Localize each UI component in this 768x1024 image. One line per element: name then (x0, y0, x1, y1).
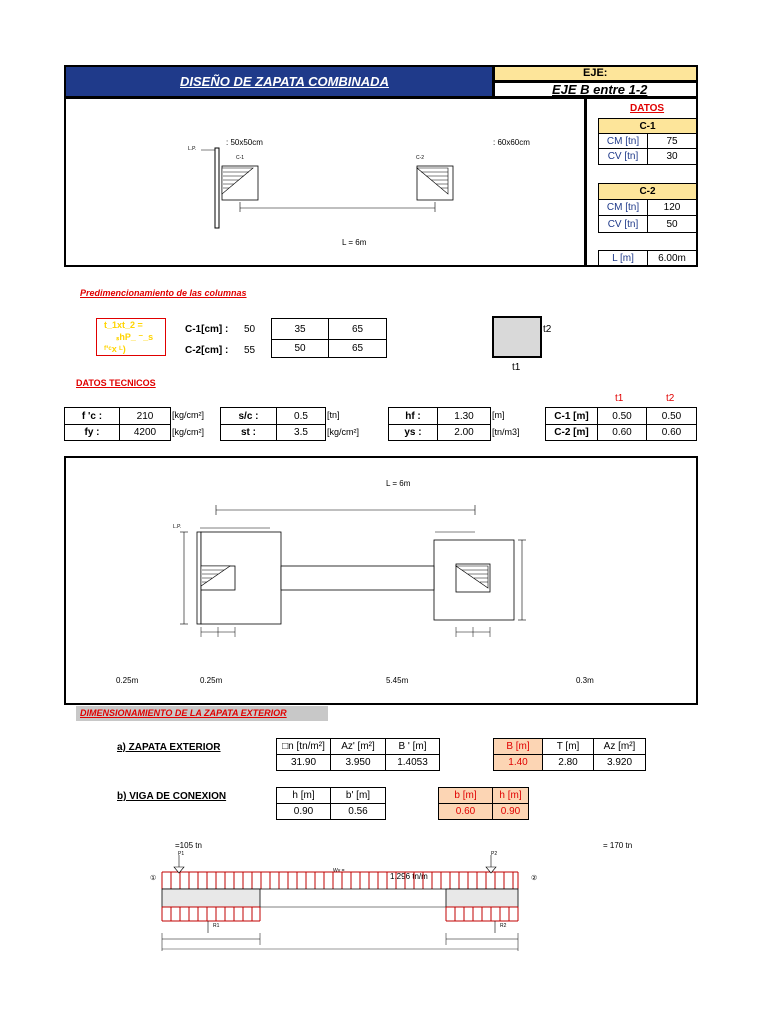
hf-value[interactable]: 1.30 (437, 407, 491, 425)
zapata-rh2: T [m] (542, 738, 594, 755)
dim-2: 0.25m (200, 676, 223, 685)
dim-1: 0.25m (116, 676, 139, 685)
predim-c1-a: 50 (244, 324, 256, 335)
st-unit: [kg/cm²] (327, 427, 360, 437)
fc-value[interactable]: 210 (119, 407, 171, 425)
ys-value[interactable]: 2.00 (437, 424, 491, 441)
sc-value[interactable]: 0.5 (276, 407, 326, 425)
c2-t2-value[interactable]: 0.60 (646, 424, 697, 441)
predim-c2-label: C-2[cm] : (185, 345, 229, 356)
dim-3: 5.45m (386, 676, 409, 685)
formula-line-3: ᶠ'ᶜx ᴸ) (104, 344, 126, 354)
t2-label: t2 (543, 324, 552, 335)
sc-label: s/c : (220, 407, 277, 425)
zapata-rv3: 3.920 (593, 754, 646, 771)
c1-t2-value[interactable]: 0.50 (646, 407, 697, 425)
zapata-h1: □n [tn/m²] (276, 738, 331, 755)
c1-label-1: C-1 (236, 155, 245, 161)
p2-load-text: = 170 tn (603, 841, 633, 850)
dim-4: 0.3m (576, 676, 594, 685)
dim-title: DIMENSIONAMIENTO DE LA ZAPATA EXTERIOR (80, 708, 287, 718)
viga-h2: b' [m] (330, 787, 386, 804)
viga-rv1: 0.60 (438, 803, 493, 820)
zapata-h3: B ' [m] (385, 738, 440, 755)
predim-c2-a: 55 (244, 345, 256, 356)
datos-c1-cv-value[interactable]: 30 (647, 148, 697, 165)
c1-t1-value[interactable]: 0.50 (597, 407, 647, 425)
predim-c2-b[interactable]: 50 (271, 339, 329, 358)
zapata-label: a) ZAPATA EXTERIOR (117, 742, 221, 753)
viga-rv2: 0.90 (492, 803, 529, 820)
fy-value[interactable]: 4200 (119, 424, 171, 441)
c2-label-1: C-2 (416, 155, 425, 161)
predim-title: Predimencionamiento de las columnas (80, 288, 247, 298)
column-sketch-1 (195, 140, 455, 230)
fc-unit: [kg/cm²] (172, 410, 205, 420)
zapata-h2: Az' [m²] (330, 738, 386, 755)
datos-c2-cm-label: CM [tn] (598, 199, 648, 216)
zapata-v2: 3.950 (330, 754, 386, 771)
datos-tecnicos-title: DATOS TECNICOS (76, 378, 156, 388)
lp-label-2: L.P. (173, 524, 182, 530)
page-title: DISEÑO DE ZAPATA COMBINADA (180, 74, 389, 89)
length-label-1: L = 6m (342, 238, 367, 247)
hf-label: hf : (388, 407, 438, 425)
datos-c2-cv-value[interactable]: 50 (647, 215, 697, 233)
zapata-rh1: B [m] (493, 738, 543, 755)
zapata-v3: 1.4053 (385, 754, 440, 771)
col2-dim: : 60x60cm (493, 138, 530, 147)
c2-t1-value[interactable]: 0.60 (597, 424, 647, 441)
viga-rh2: h [m] (492, 787, 529, 804)
ys-label: ys : (388, 424, 438, 441)
t1-label: t1 (512, 362, 521, 373)
datos-length-value[interactable]: 6.00m (647, 250, 697, 267)
footing-sketch (170, 500, 530, 645)
viga-label: b) VIGA DE CONEXION (117, 791, 227, 802)
lp-label-1: L.P. (188, 146, 197, 152)
predim-c1-c[interactable]: 65 (328, 318, 387, 340)
zapata-v1: 31.90 (276, 754, 331, 771)
viga-h1: h [m] (276, 787, 331, 804)
fy-unit: [kg/cm²] (172, 427, 205, 437)
viga-rh1: b [m] (438, 787, 493, 804)
viga-v2: 0.56 (330, 803, 386, 820)
wv-label: Wv = (333, 868, 345, 874)
c1-m-label: C-1 [m] (545, 407, 598, 425)
column-square-icon (492, 316, 542, 358)
eje-label: EJE: (583, 67, 608, 79)
t2-header: t2 (666, 393, 675, 404)
p1-load-text: =105 tn (175, 841, 202, 850)
datos-c1-cm-value[interactable]: 75 (647, 133, 697, 149)
st-value[interactable]: 3.5 (276, 424, 326, 441)
length-label-2: L = 6m (386, 479, 411, 488)
formula-line-2: ₛhP_ ⁻_s (116, 332, 154, 342)
hf-unit: [m] (492, 410, 505, 420)
ys-unit: [tn/m3] (492, 427, 520, 437)
beam-diagram (150, 855, 560, 955)
viga-v1: 0.90 (276, 803, 331, 820)
datos-length-label: L [m] (598, 250, 648, 267)
eje-value: EJE B entre 1-2 (552, 82, 648, 97)
datos-title: DATOS (630, 103, 665, 114)
predim-c2-c[interactable]: 65 (328, 339, 387, 358)
col1-dim: : 50x50cm (226, 138, 263, 147)
datos-c1-cm-label: CM [tn] (598, 133, 648, 149)
predim-c1-label: C-1[cm] : (185, 324, 229, 335)
p2-label: P2 (491, 851, 498, 857)
r1-label: R1 (213, 923, 220, 929)
c2-m-label: C-2 [m] (545, 424, 598, 441)
w-value: 1.296 tn/m (390, 872, 428, 881)
zapata-rh3: Az [m²] (593, 738, 646, 755)
fc-label: f 'c : (64, 407, 120, 425)
zapata-rv1: 1.40 (493, 754, 543, 771)
st-label: st : (220, 424, 277, 441)
axis-2-label: ② (531, 875, 538, 882)
axis-1-label: ① (150, 875, 157, 882)
datos-c2-cm-value[interactable]: 120 (647, 199, 697, 216)
formula-line-1: t_1xt_2 = (104, 320, 143, 330)
zapata-rv2: 2.80 (542, 754, 594, 771)
p1-label: P1 (178, 851, 185, 857)
datos-c1-cv-label: CV [tn] (598, 148, 648, 165)
datos-c2-cv-label: CV [tn] (598, 215, 648, 233)
r2-label: R2 (500, 923, 507, 929)
predim-c1-b[interactable]: 35 (271, 318, 329, 340)
datos-c2-header: C-2 (598, 183, 697, 200)
datos-c1-header: C-1 (598, 118, 697, 134)
sc-unit: [tn] (327, 410, 340, 420)
t1-header: t1 (615, 393, 624, 404)
fy-label: fy : (64, 424, 120, 441)
